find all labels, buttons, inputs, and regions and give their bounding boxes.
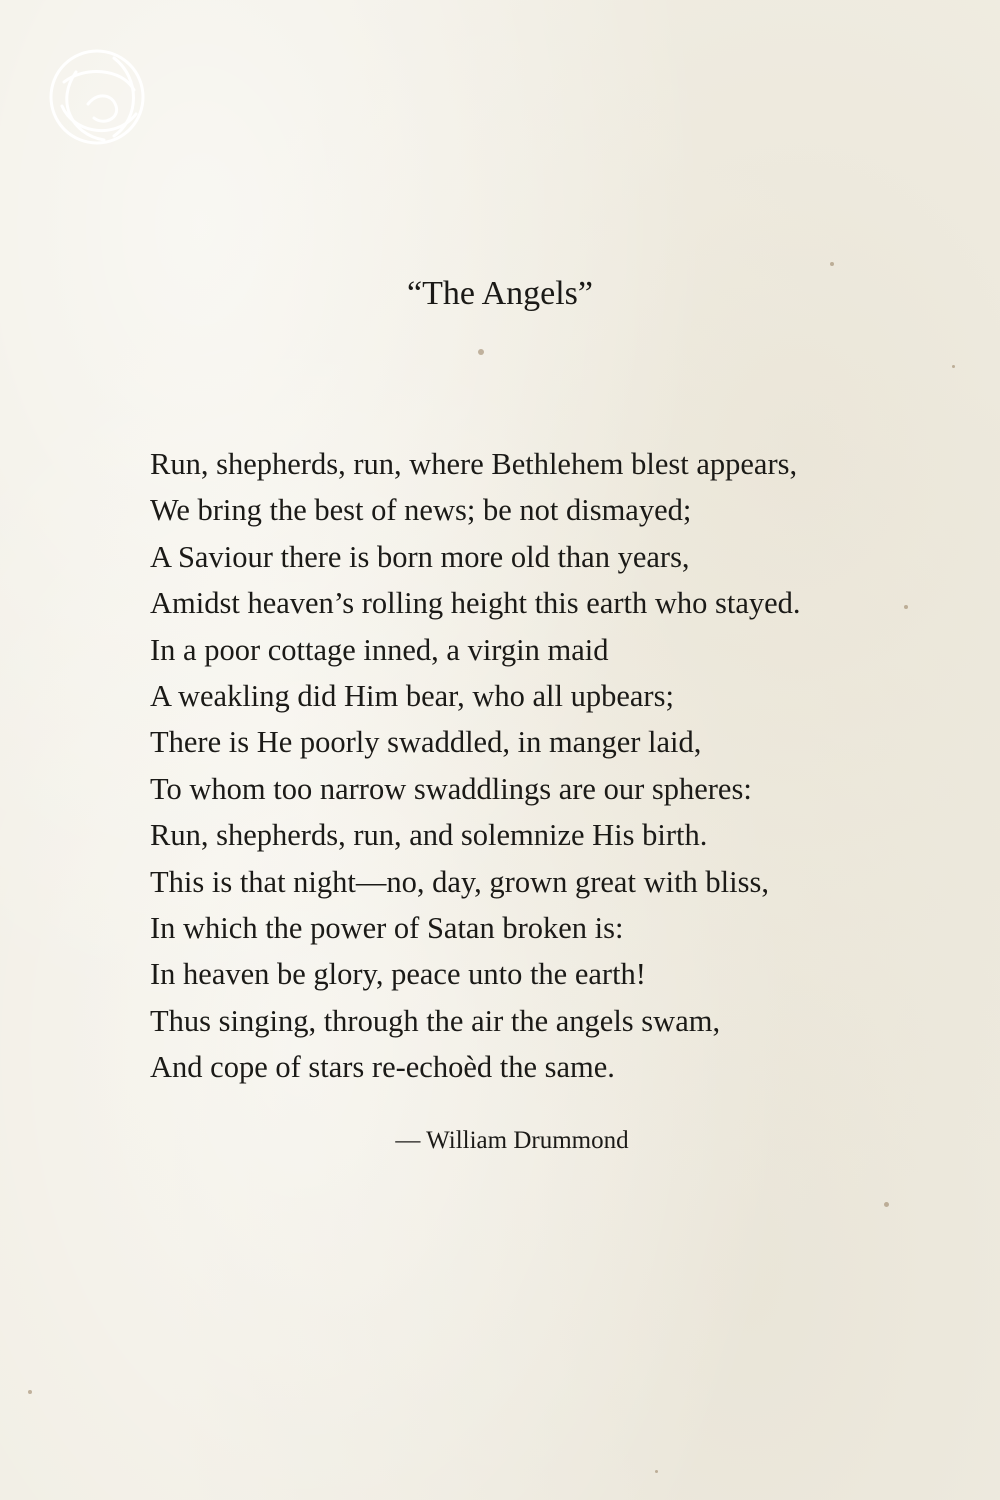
paper-speck (28, 1390, 32, 1394)
poem-body (150, 441, 970, 1091)
paper-speck (478, 349, 484, 355)
poem-line: There is He poorly swaddled, in manger laid, (150, 725, 702, 760)
poem-line: And cope of stars re-echoèd the same. (150, 1050, 615, 1085)
poem-line: To whom too narrow swaddlings are our spheres: (150, 771, 752, 806)
circle-monogram-logo-icon (44, 44, 150, 150)
poem-line: A weakling did Him bear, who all upbears; (150, 679, 674, 714)
poem-attribution: — William Drummond (395, 1127, 629, 1154)
poem-line: A Saviour there is born more old than years, (150, 539, 690, 574)
paper-speck (830, 262, 834, 266)
paper-speck (884, 1202, 889, 1207)
poem-line: Run, shepherds, run, where Bethlehem blest appears, (150, 447, 798, 481)
poem-line: In a poor cottage inned, a virgin maid (150, 632, 609, 667)
poem-line: Amidst heaven’s rolling height this earth who stayed. (150, 586, 801, 621)
paper-speck (952, 365, 955, 368)
poem-line: Run, shepherds, run, and solemnize His birth. (150, 818, 708, 853)
paper-speck (655, 1470, 658, 1473)
poem-line: In heaven be glory, peace unto the earth! (150, 957, 646, 992)
poem-line: In which the power of Satan broken is: (150, 911, 624, 946)
poem-title: “The Angels” (407, 275, 593, 312)
poem-line: We bring the best of news; be not dismayed; (150, 493, 692, 528)
poem-line: This is that night—no, day, grown great with bliss, (150, 864, 769, 899)
poem-line: Thus singing, through the air the angels swam, (150, 1003, 721, 1038)
